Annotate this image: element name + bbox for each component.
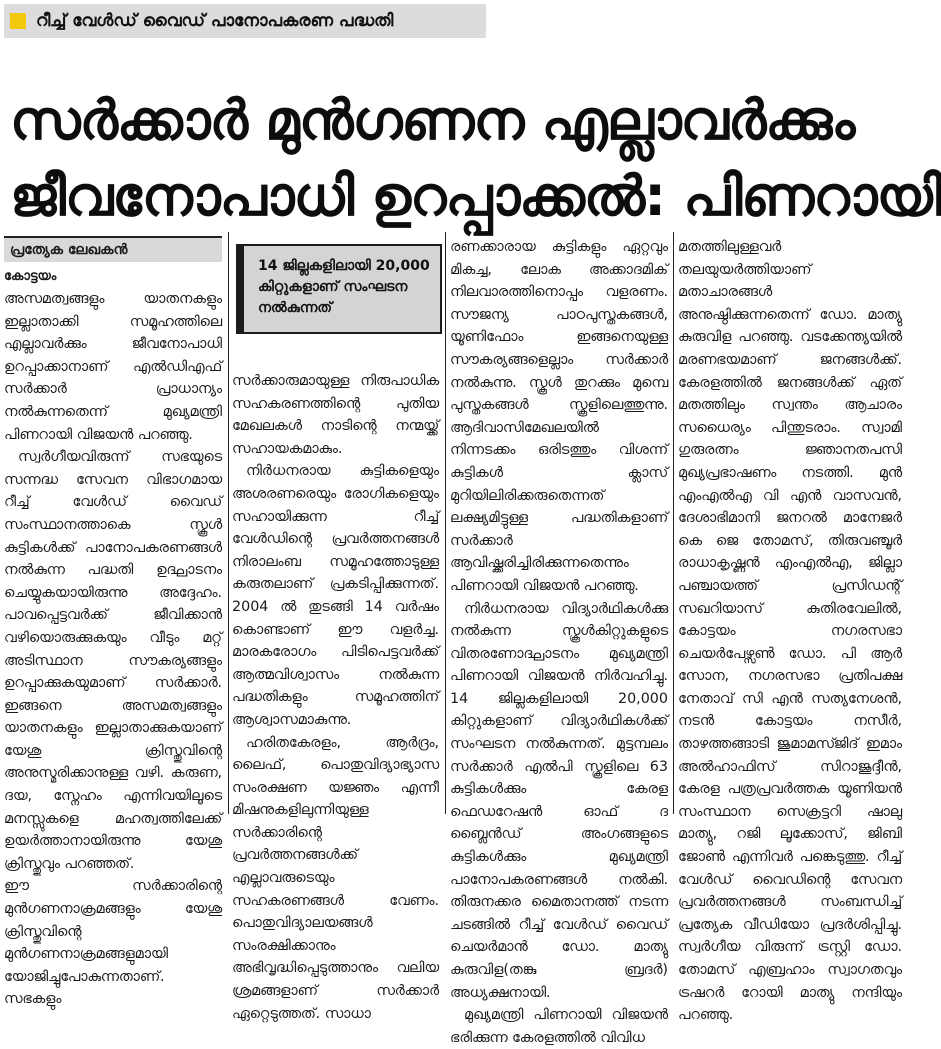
byline-box — [4, 236, 222, 262]
article-column-3 — [450, 236, 668, 1046]
paragraph: ഈ സർക്കാരിന്റെ മുൻഗണനാക്രമങ്ങളും യേശു ക്രിസ്തുവിന്റെ മുൻഗണനാക്രമങ്ങളുമായി യോജിച്ചുപോകുന്നതാണ്. സഭകളും — [4, 878, 222, 1008]
headline-line-2: ജീവനോപാധി ഉറപ്പാക്കൽ: പിണറായി — [10, 164, 941, 228]
article-column-1 — [4, 236, 222, 1008]
paragraph: സ്വർഗീയവിരുന്ന് സഭയുടെ സന്നദ്ധ സേവന വിഭാഗമായ റീച്ച് വേൾഡ് വൈഡ് സംസ്ഥാനത്താകെ സ്കൂൾ കുട്ടികൾക്ക് പാനോപകരണങ്ങൾ നൽകുന്ന പദ്ധതി ഉദ്ഘാടനം ചെയ്യുകയായിരുന്നു അദ്ദേഹം. പാവപ്പെട്ടവർക്ക് ജീവിക്കാൻ വഴിയൊരുക്കുകയും വീടും മറ്റ് അടിസ്ഥാന സൗകര്യങ്ങളും ഉറപ്പാക്കുകയുമാണ് സർക്കാർ. ഇങ്ങനെ അസമത്വങ്ങളും യാതനകളും ഇല്ലാതാക്കുകയാണ് യേശു ക്രിസ്തുവിന്റെ അനുസ്മരിക്കാനുള്ള വഴി. കരുണ, ദയ, സ്നേഹം എന്നിവയിലൂടെ മനസ്സുകളെ മഹത്വത്തിലേക്ക് ഉയർത്താനായിരുന്നു യേശു ക്രിസ്തുവും പറഞ്ഞത്. — [4, 449, 222, 872]
paragraph: നിർധനരായ കുട്ടികളെയും അശരണരെയും രോഗികളെയും സഹായിക്കുന്ന റീച്ച് വേൾഡിന്റെ പ്രവർത്തനങ്ങൾ നിരാലംബ സമൂഹത്തോടുള്ള കരുതലാണ് പ്രകടിപ്പിക്കുന്നത്. 2004 ൽ തുടങ്ങി 14 വർഷം കൊണ്ടാണ് ഈ വളർച്ച. മാരകരോഗം പിടിപെട്ടവർക്ക് ആത്മവിശ്വാസം നൽകുന്ന പദ്ധതികളും സമൂഹത്തിന് ആശ്വാസമാകുന്നു. — [232, 463, 439, 728]
column-divider — [673, 232, 674, 814]
headline-line-1: സർക്കാർ മുൻഗണന എല്ലാവർക്കും — [10, 88, 855, 152]
paragraph: സർക്കാരുമായുള്ള നിരുപാധിക സഹകരണത്തിന്റെ പുതിയ മേഖലകൾ നാടിന്റെ നന്മയ്ക്ക് സഹായകമാകും. — [232, 373, 439, 457]
dateline: കോട്ടയം — [4, 269, 57, 284]
paragraph: നിർധനരായ വിദ്യാർഥികൾക്കു നൽകുന്ന സ്കൂൾകിറ്റുകളുടെ വിതരണോദ്ഘാടനം മുഖ്യമന്ത്രി പിണറായി വിജയൻ നിർവഹിച്ചു. 14 ജില്ലകളിലായി 20,000 കിറ്റുകളാണ് വിദ്യാർഥികൾക്ക് സംഘടന നൽകുന്നത്. മുട്ടമ്പലം സർക്കാർ എൽപി സ്കൂളിലെ 63 കുട്ടികൾക്കും കേരള ഫെഡറേഷൻ ഓഫ് ദ ബ്ലൈൻഡ് അംഗങ്ങളുടെ കുട്ടികൾക്കും മുഖ്യമന്ത്രി പാനോപകരണങ്ങൾ നൽകി. തിരുനക്കര മൈതാനത്ത് നടന്ന ചടങ്ങിൽ റീച്ച് വേൾഡ് വൈഡ് ചെയർമാൻ ഡോ. മാത്യു കുരുവിള(തങ്കു ബ്രദർ) അധ്യക്ഷനായി. — [450, 600, 668, 1001]
pull-quote-box — [236, 244, 442, 334]
byline: പ്രത്യേക ലേഖകൻ — [10, 241, 128, 258]
column-divider — [445, 232, 446, 814]
kicker-text: റീച്ച് വേൾഡ് വൈഡ് പാനോപകരണ പദ്ധതി — [36, 11, 394, 31]
article-column-2 — [232, 370, 439, 1022]
paragraph: മതത്തിലുള്ളവർ തലയുയർത്തിയാണ് മതാചാരങ്ങൾ അനുഷ്ഠിക്കുന്നതെന്ന് ഡോ. മാത്യു കുരുവിള പറഞ്ഞു. വടക്കേന്ത്യയിൽ മരണഭയമാണ് ജനങ്ങൾക്ക്. കേരളത്തിൽ ജനങ്ങൾക്ക് ഏത് മതത്തിലും സ്വന്തം ആചാരം സധൈര്യം പിന്തുടരാം. സ്വാമി ഗുരുരത്നം ജ്ഞാനതപസി മുഖ്യപ്രഭാഷണം നടത്തി. മുൻ എംഎൽഎ വി എൻ വാസവൻ, ദേശാഭിമാനി ജനറൽ മാനേജർ കെ ജെ തോമസ്, തിരുവഞ്ചൂർ രാധാകൃഷ്ണൻ എംഎൽഎ, ജില്ലാ പഞ്ചായത്ത് പ്രസിഡന്റ് സഖറിയാസ് കുതിരവേലിൽ, കോട്ടയം നഗരസഭാ ചെയർപേഴ്സൺ ഡോ. പി ആർ സോന, നഗരസഭാ പ്രതിപക്ഷ നേതാവ് സി എൻ സത്യനേശൻ, നടൻ കോട്ടയം നസീർ, താഴത്തങ്ങാടി ജുമാമസ്ജിദ് ഇമാം അൽഹാഫിസ് സിറാജുദ്ദീൻ, കേരള പത്രപ്രവർത്തക യൂണിയൻ സംസ്ഥാന സെക്രട്ടറി ഷാലു മാത്യു, റജി ലൂക്കോസ്, ജിബി ജോൺ എന്നിവർ പങ്കെടുത്തു. റീച്ച് വേൾഡ് വൈഡിന്റെ സേവന പ്രവർത്തനങ്ങൾ സംബന്ധിച്ച് പ്രത്യേക വീഡിയോ പ്രദർശിപ്പിച്ചു. സ്വർഗീയ വിരുന്ന് ട്രസ്റ്റി ഡോ. തോമസ് എബ്രഹാം സ്വാഗതവും ട്രഷറർ റോയി മാത്യു നന്ദിയും പറഞ്ഞു. — [678, 239, 902, 1024]
pull-quote-text: 14 ജില്ലകളിലായി 20,000 കിറ്റുകളാണ് സംഘടന നൽകുന്നത് — [258, 258, 430, 316]
paragraph: ഹരിതകേരളം, ആർദ്രം, ലൈഫ്, പൊതുവിദ്യാഭ്യാസ സംരക്ഷണ യജ്ഞം എന്നീ മിഷനുകളിലുന്നിയുള്ള സർക്കാരിന്റെ പ്രവർത്തനങ്ങൾക്ക് എല്ലാവരുടെയും സഹകരണങ്ങൾ വേണം. പൊതുവിദ്യാലയങ്ങൾ സംരക്ഷിക്കാനും അഭിവൃദ്ധിപ്പെടുത്താനും വലിയ ശ്രമങ്ങളാണ് സർക്കാർ ഏറ്റെടുത്തത്. സാധാ — [232, 734, 439, 1022]
kicker-square-icon — [10, 13, 26, 29]
paragraph: മുഖ്യമന്ത്രി പിണറായി വിജയൻ ഭരിക്കുന്ന കേരളത്തിൽ വിവിധ — [450, 1007, 668, 1046]
paragraph: രണക്കാരായ കുട്ടികളും ഏറ്റവും മികച്ച, ലോക അക്കാദമിക് നിലവാരത്തിനൊപ്പം വളരണം. സൗജന്യ പാഠപുസ്തകങ്ങൾ, യൂണിഫോം ഇങ്ങനെയുള്ള സൗകര്യങ്ങളെല്ലാം സർക്കാർ നൽകുന്നു. സ്കൂൾ തുറക്കും മുമ്പെ പുസ്തകങ്ങൾ സ്കൂളിലെത്തുന്നു. ആദിവാസിമേഖലയിൽ നിന്നടക്കം ഒരിടത്തും വിശന്ന് കുട്ടികൾ ക്ലാസ് മുറിയിലിരിക്കരുതെന്നത് ലക്ഷ്യമിട്ടുള്ള പദ്ധതികളാണ് സർക്കാർ ആവിഷ്ക്കരിച്ചിരിക്കുന്നതെന്നും പിണറായി വിജയൻ പറഞ്ഞു. — [450, 239, 668, 594]
headline — [10, 82, 941, 234]
article-column-4 — [678, 236, 902, 1024]
kicker-bar — [4, 4, 486, 38]
column-divider — [228, 232, 229, 814]
paragraph: അസമത്വങ്ങളും യാതനകളും ഇല്ലാതാക്കി സമൂഹത്തിലെ എല്ലാവർക്കും ജീവനോപാധി ഉറപ്പാക്കാനാണ് എൽഡിഎഫ് സർക്കാർ പ്രാധാന്യം നൽകുന്നതെന്ന് മുഖ്യമന്ത്രി പിണറായി വിജയൻ പറഞ്ഞു. — [4, 291, 222, 443]
